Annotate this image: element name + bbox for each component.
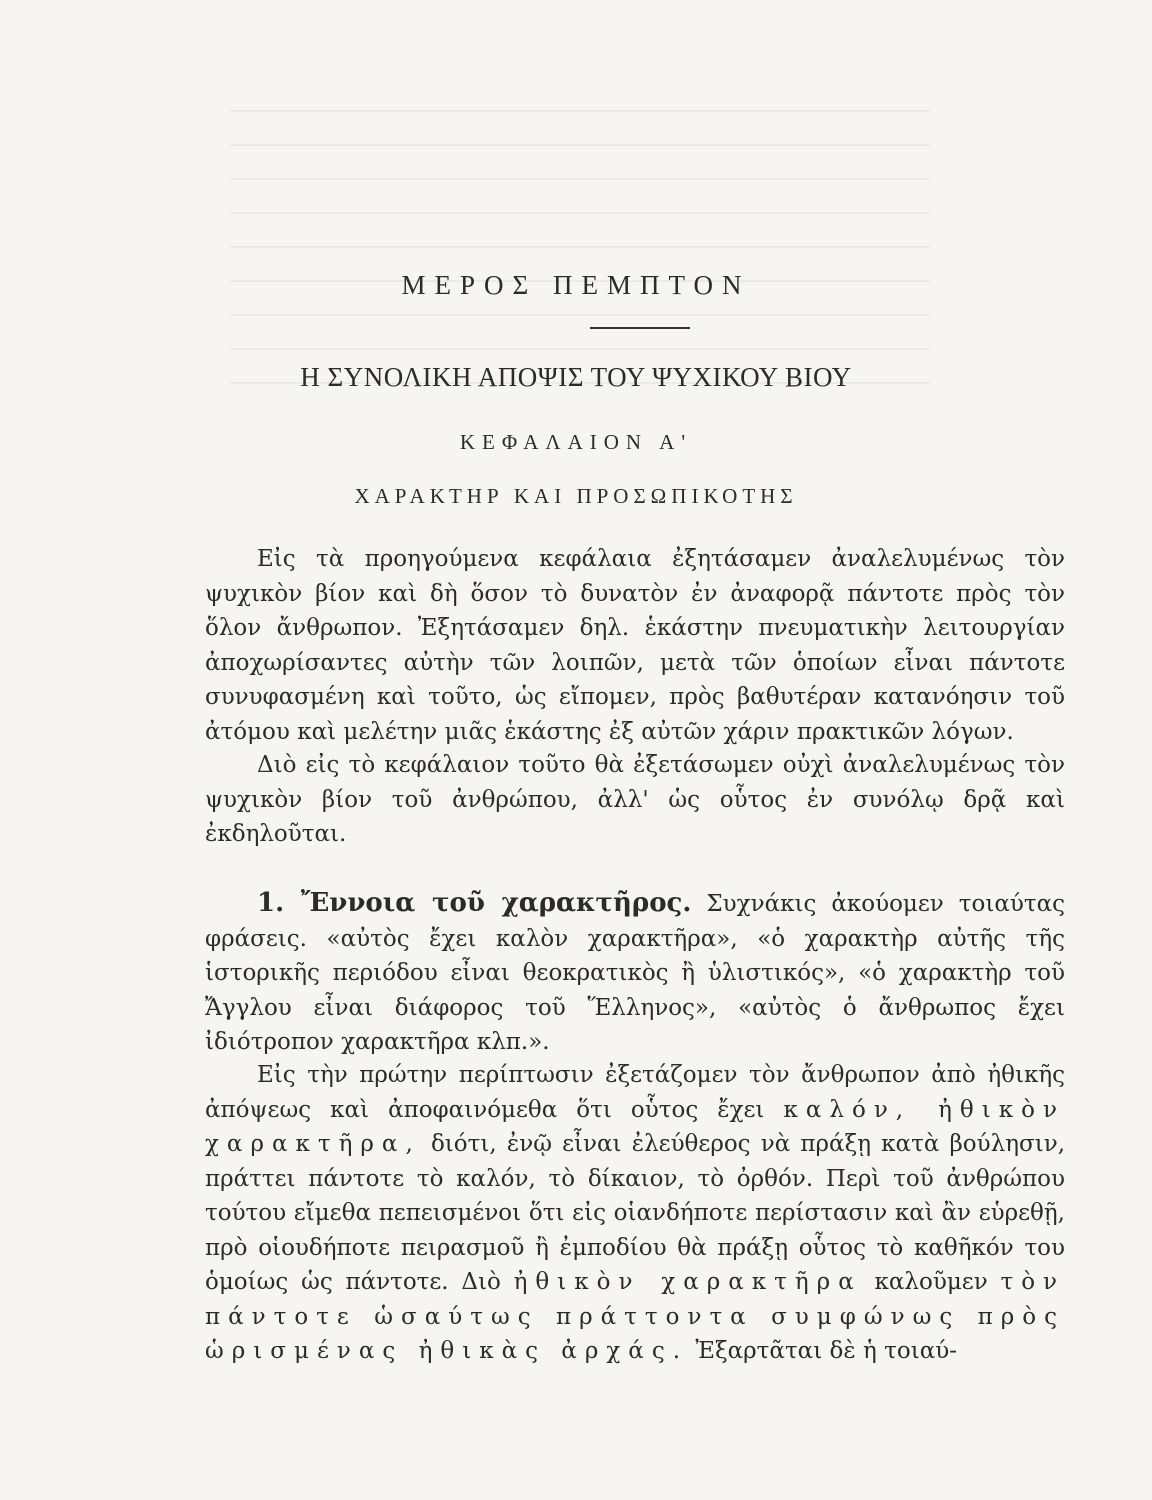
paragraph-4-part-c: καλοῦμεν [874, 1269, 988, 1295]
paragraph-4-part-b: διότι, ἐνῷ εἶναι ἐλεύθερος νὰ πράξῃ κατὰ βούλησιν, πράττει πάντοτε τὸ καλόν, τὸ δίκαιον, τὸ ὀρθόν. Περὶ τοῦ ἀνθρώπου τούτου εἴμεθα πεπεισμένοι ὅτι εἰς οἱανδήποτε περίστασιν καὶ ἂν εὑρεθῇ, πρὸ οἱουδήποτε πειρασμοῦ ἢ ἐμποδίου θὰ πράξῃ οὗτος τὸ καθῆκόν του ὁμοίως ὡς πάντοτε. Διὸ [205, 1131, 1066, 1295]
paragraph-1 [205, 542, 1065, 749]
emphasis-spaced-2: ἠθικὸν χαρακτῆρα [513, 1269, 862, 1295]
main-title: Η ΣΥΝΟΛΙΚΗ ΑΠΟΨΙΣ ΤΟΥ ΨΥΧΙΚΟΥ ΒΙΟΥ [300, 362, 852, 392]
paragraph-4 [205, 1058, 1065, 1369]
paragraph-4-text [205, 1058, 1065, 1369]
chapter-title: ΧΑΡΑΚΤΗΡ ΚΑΙ ΠΡΟΣΩΠΙΚΟΤΗΣ [354, 484, 798, 508]
title-divider [590, 327, 690, 329]
chapter-label: ΚΕΦΑΛΑΙΟΝ Α' [459, 430, 693, 454]
paragraph-4-part-d: Ἐξαρτᾶται δὲ ἡ τοιαύ- [695, 1338, 957, 1364]
paragraph-3-body: Συχνάκις ἀκούομεν τοιαύτας φράσεις. «αὐτὸς ἔχει καλὸν χαρακτῆρα», «ὁ χαρακτὴρ αὐτῆς τῆς ἱστορικῆς περιόδου εἶναι θεοκρατικὸς ἢ ὑλιστικός», «ὁ χαρακτὴρ τοῦ Ἄγγλου εἶναι διάφορος τοῦ Ἕλληνος», «αὐτὸς ὁ ἄνθρωπος ἔχει ἰδιότροπον χαρακτῆρα κλπ.». [205, 891, 1065, 1055]
emphasis-spaced-3: τὸν πάντοτε ὡσαύτως πράττοντα συμφώνως πρὸς ὡρισμένας ἠθικὰς ἀρχάς. [205, 1269, 1066, 1364]
section-heading: 1. Ἔννοια τοῦ χαρακτῆρος. [257, 888, 692, 918]
paragraph-3-text [205, 886, 1065, 1060]
part-title: ΜΕΡΟΣ ΠΕΜΠΤΟΝ [401, 270, 751, 300]
paragraph-3 [205, 886, 1065, 1060]
paragraph-1-text: Εἰς τὰ προηγούμενα κεφάλαια ἐξητάσαμεν ἀναλελυμένως τὸν ψυχικὸν βίον καὶ δὴ ὅσον τὸ δυνατὸν ἐν ἀναφορᾷ πάντοτε πρὸς τὸν ὅλον ἄνθρωπον. Ἐξητάσαμεν δηλ. ἑκάστην πνευματικὴν λειτουργίαν ἀποχωρίσαντες αὐτὴν τῶν λοιπῶν, μετὰ τῶν ὁποίων εἶναι πάντοτε συνυφασμένη καὶ τοῦτο, ὡς εἴπομεν, πρὸς βαθυτέραν κατανόησιν τοῦ ἀτόμου καὶ μελέτην μιᾶς ἑκάστης ἐξ αὐτῶν χάριν πρακτικῶν λόγων. [205, 546, 1065, 745]
paragraph-2 [205, 748, 1065, 852]
paragraph-4-part-a: Εἰς τὴν πρώτην περίπτωσιν ἐξετάζομεν τὸν ἄνθρωπον ἀπὸ ἠθικῆς ἀπόψεως καὶ ἀποφαινόμεθα ὅτι οὗτος ἔχει [205, 1062, 1065, 1123]
emphasis-spaced-1: καλόν, ἠθικὸν χαρακτῆρα, [205, 1096, 1065, 1157]
paragraph-2-text: Διὸ εἰς τὸ κεφάλαιον τοῦτο θὰ ἐξετάσωμεν οὐχὶ ἀναλελυμένως τὸν ψυχικὸν βίον τοῦ ἀνθρώπου, ἀλλ' ὡς οὗτος ἐν συνόλῳ δρᾷ καὶ ἐκδηλοῦται. [205, 752, 1065, 847]
